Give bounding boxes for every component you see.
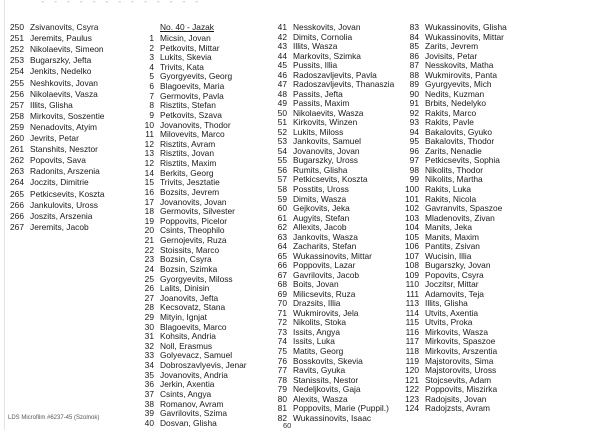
entry-number: 4 <box>149 61 154 72</box>
entry-name: Drazsits, Illia <box>293 298 341 309</box>
entry-number: 107 <box>405 250 419 261</box>
entry-name: Jerkin, Axentia <box>160 379 215 390</box>
entry-number: 9 <box>149 109 154 120</box>
entry-name: Jeremits, Paulus <box>30 33 92 44</box>
entry-name: Gyorgyevits, Miloss <box>160 273 233 284</box>
entry-number: 76 <box>277 355 287 366</box>
entry-name: Neshkovits, Jovan <box>30 77 98 88</box>
entry-name: Passits, Jefta <box>293 88 343 99</box>
entry-number: 66 <box>277 260 287 271</box>
entry-name: Radonits, Arszenia <box>30 166 100 177</box>
entry-name: Wukassinovits, Mittar <box>425 31 504 42</box>
entry-number: 31 <box>144 331 154 342</box>
entry-number: 43 <box>277 41 287 52</box>
entry-name: Alexits, Wasza <box>293 393 348 404</box>
entry-name: Majstorovits, Uross <box>425 365 497 376</box>
entry-number: 29 <box>144 311 154 322</box>
entry-number: 21 <box>144 235 154 246</box>
entry-name: Wukassinovits, Glisha <box>425 22 507 32</box>
entry-number: 74 <box>277 336 287 347</box>
entry-name: Nikolaevits, Vasza <box>30 88 98 99</box>
entry-number: 123 <box>405 393 419 404</box>
entry-name: Bakalovits, Gyuko <box>425 126 493 137</box>
entry-name: Blagoevits, Marco <box>160 321 227 332</box>
entry-number: 3 <box>149 52 154 63</box>
entry-number: 86 <box>409 50 419 61</box>
entry-number: 42 <box>277 31 287 42</box>
entry-number: 262 <box>10 155 24 166</box>
entry-number: 48 <box>277 88 287 99</box>
entry-number: 61 <box>277 212 287 223</box>
entry-name: Blagoevits, Maria <box>160 81 225 92</box>
entry-number: 96 <box>409 145 419 156</box>
entry-number: 11 <box>145 129 154 140</box>
entry-name: Joczitsr, Mittar <box>425 279 479 290</box>
entry-name: Markovits, Szimka <box>293 50 361 61</box>
entry-name: Poppovits, Marie (Puppil.) <box>293 403 389 414</box>
entry-name: Pussits, Illia <box>293 60 338 71</box>
entry-name: Manits, Jeka <box>425 222 473 233</box>
entry-name: Petkovits, Szava <box>160 109 222 120</box>
entry-number: 265 <box>10 188 24 199</box>
entry-name: Manits, Maxim <box>425 231 479 242</box>
entry-name: Wukassinovits, Isaac <box>293 412 372 423</box>
entry-number: 60 <box>277 203 287 214</box>
entry-name: Nikolits, Thodor <box>425 164 484 175</box>
entry-number: 82 <box>277 412 287 423</box>
entry-number: 63 <box>277 231 287 242</box>
entry-name: Germovits, Pavla <box>160 90 224 101</box>
entry-name: Jankovits, Samuel <box>293 136 361 147</box>
entry-number: 251 <box>10 33 24 44</box>
entry-name: Illits, Glisha <box>30 99 73 110</box>
entry-number: 95 <box>409 136 419 147</box>
entry-name: Majstorovits, Sima <box>425 355 494 366</box>
entry-name: Stojcsevits, Adam <box>425 374 492 385</box>
entry-name: Ravits, Gyuka <box>293 365 346 376</box>
entry-name: Petkovits, Mittar <box>160 42 220 53</box>
entry-number: 263 <box>10 166 24 177</box>
entry-name: Poppovits, Picelor <box>160 215 228 226</box>
entry-name: Allexits, Jacob <box>293 222 347 233</box>
entry-name: Nikolaevits, Simeon <box>30 44 104 55</box>
entry-number: 41 <box>277 22 287 32</box>
entry-name: Illits, Wasza <box>293 41 338 52</box>
entry-number: 47 <box>277 79 287 90</box>
entry-number: 79 <box>277 384 287 395</box>
entry-number: 18 <box>144 206 154 217</box>
entry-number: 101 <box>405 193 419 204</box>
entry-number: 84 <box>409 31 419 42</box>
entry-number: 6 <box>149 81 154 92</box>
entry-name: Rumits, Glisha <box>293 164 348 175</box>
entry-name: Pantits, Zsivan <box>425 241 480 252</box>
entry-number: 106 <box>405 241 419 252</box>
entry-number: 118 <box>405 346 419 357</box>
entry-name: Jankovits, Wasza <box>293 231 358 242</box>
entry-number: 46 <box>277 69 287 80</box>
entry-name: Petkicsevits, Koszta <box>293 174 368 185</box>
entry-name: Kirkovits, Winzen <box>293 117 358 128</box>
entry-number: 121 <box>405 374 419 385</box>
entry-name: Nedeljkovits, Gaja <box>293 384 361 395</box>
entry-name: Gyorgyevits, Georg <box>160 71 233 82</box>
entry-number: 26 <box>144 283 154 294</box>
entry-name: Bozsin, Csyra <box>160 254 212 265</box>
entry-number: 114 <box>405 307 419 318</box>
entry-number: 67 <box>277 269 287 280</box>
entry-name: Mirkovits, Arszentia <box>425 346 498 357</box>
entry-name: Csints, Theophilo <box>160 225 225 236</box>
entry-name: Mirkovits, Soszentie <box>30 110 105 121</box>
entry-number: 113 <box>405 298 419 309</box>
entry-name: Rakits, Luka <box>425 184 472 194</box>
entry-name: Radojzsts, Avram <box>425 403 491 414</box>
entry-number: 70 <box>277 298 287 309</box>
entry-name: Gavrilovits, Szima <box>160 408 228 419</box>
entry-name: Wukmirovits, Jela <box>293 307 359 318</box>
entry-name: Radoszavljevits, Thanaszia <box>293 79 395 90</box>
section-heading: No. 40 - Jazak <box>160 22 214 32</box>
entry-number: 103 <box>405 212 419 223</box>
entry-name: Mityin, Ignjat <box>160 311 208 322</box>
entry-number: 17 <box>144 196 154 207</box>
entry-number: 102 <box>405 203 419 214</box>
entry-number: 252 <box>10 44 24 55</box>
entry-name: Trivits, Kata <box>160 61 204 72</box>
entry-name: Radoszavljevits, Pavla <box>293 69 377 80</box>
entry-number: 80 <box>277 393 287 404</box>
entry-number: 32 <box>144 340 154 351</box>
entry-name: Nikolits, Stoka <box>293 317 347 328</box>
entry-number: 108 <box>405 260 419 271</box>
entry-number: 53 <box>277 136 287 147</box>
entry-number: 83 <box>409 22 419 32</box>
entry-number: 78 <box>277 374 287 385</box>
entry-name: Bozsits, Jevrem <box>160 186 220 197</box>
entry-name: Nedits, Kuzman <box>425 88 485 99</box>
entry-name: Popovits, Sava <box>30 155 86 166</box>
entry-number: 52 <box>277 126 287 137</box>
entry-name: Jevrits, Petar <box>30 133 79 143</box>
entry-number: 104 <box>405 222 419 233</box>
entry-name: Gyurgyevits, Mich <box>425 79 492 90</box>
entry-number: 33 <box>144 350 154 361</box>
entry-number: 105 <box>405 231 419 242</box>
entry-name: Issits, Angya <box>293 326 341 337</box>
entry-name: Gavrilovits, Jacob <box>293 269 360 280</box>
entry-number: 257 <box>10 99 24 110</box>
entry-number: 98 <box>409 164 419 175</box>
entry-name: Bugarszky, Uross <box>293 155 358 166</box>
entry-number: 44 <box>277 50 287 61</box>
entry-name: Rakits, Marco <box>425 107 477 118</box>
entry-number: 119 <box>405 355 419 366</box>
entry-number: 45 <box>277 60 287 71</box>
entry-name: Brbits, Nedelyko <box>425 98 486 109</box>
entry-number: 266 <box>10 199 24 210</box>
entry-number: 2 <box>149 42 154 53</box>
entry-number: 49 <box>277 98 287 109</box>
entry-number: 34 <box>144 360 154 371</box>
entry-name: Micsin, Jovan <box>160 33 211 43</box>
entry-name: Matits, Georg <box>293 346 344 357</box>
entry-number: 8 <box>149 100 154 111</box>
entry-number: 117 <box>405 336 419 347</box>
entry-name: Lukits, Miloss <box>293 126 344 137</box>
entry-name: Popovits, Csyra <box>425 269 484 280</box>
entry-name: Zarits, Nenadie <box>425 145 482 156</box>
entry-name: Rakits, Nicola <box>425 193 477 204</box>
entry-name: Gernojevits, Ruza <box>160 235 227 246</box>
entry-name: Joanovits, Jefta <box>160 292 219 303</box>
entry-number: 110 <box>405 279 419 290</box>
entry-number: 260 <box>10 133 24 143</box>
entry-name: Mirkovits, Wasza <box>425 326 488 337</box>
entry-name: Milicsevits, Ruza <box>293 288 356 299</box>
entry-name: Jovanovits, Thodor <box>160 119 231 130</box>
entry-name: Joszits, Arszenia <box>30 210 93 221</box>
entry-name: Boits, Jovan <box>293 279 339 290</box>
entry-name: Jovanovits, Andria <box>160 369 228 380</box>
entry-name: Petkicsevits, Sophia <box>425 155 500 166</box>
entry-number: 23 <box>144 254 154 265</box>
entry-number: 7 <box>149 90 154 101</box>
entry-name: Noll, Erasmus <box>160 340 213 351</box>
entry-number: 87 <box>409 60 419 71</box>
entry-number: 258 <box>10 110 24 121</box>
entry-name: Wukassinovits, Mittar <box>293 250 372 261</box>
entry-number: 69 <box>277 288 287 299</box>
entry-number: 91 <box>409 98 419 109</box>
entry-number: 10 <box>144 119 154 130</box>
entry-name: Utvits, Proka <box>425 317 473 328</box>
entry-number: 36 <box>144 379 154 390</box>
entry-name: Germovits, Silvester <box>160 206 235 217</box>
entry-number: 116 <box>405 326 419 337</box>
entry-name: Rakits, Pavle <box>425 117 474 128</box>
page-number: 60 <box>283 421 292 430</box>
entry-number: 99 <box>409 174 419 185</box>
entry-name: Jenkits, Nedelko <box>30 66 92 77</box>
entry-name: Jovisits, Petar <box>425 50 478 61</box>
entry-name: Poppovits, Miszirka <box>425 384 498 395</box>
entry-number: 30 <box>144 321 154 332</box>
entry-number: 259 <box>10 121 24 132</box>
entry-name: Utvits, Axentia <box>425 307 479 318</box>
entry-name: Stoissits, Marco <box>160 244 220 255</box>
entry-name: Radojsits, Jovan <box>425 393 487 404</box>
entry-number: 92 <box>409 107 419 118</box>
entry-number: 85 <box>409 41 419 52</box>
entry-number: 88 <box>409 69 419 80</box>
entry-number: 81 <box>277 403 287 414</box>
entry-name: Nikolaevits, Wasza <box>293 107 364 118</box>
entry-number: 1 <box>149 33 154 43</box>
entry-number: 267 <box>10 221 24 232</box>
entry-name: Gejkovits, Jeka <box>293 203 350 214</box>
entry-number: 13 <box>144 148 154 159</box>
entry-number: 5 <box>149 71 154 82</box>
entry-number: 94 <box>409 126 419 137</box>
entry-name: Nesskovits, Matha <box>425 60 494 71</box>
entry-name: Dobroszavlyevis, Jenar <box>160 360 247 371</box>
entry-name: Poppovits, Lazar <box>293 260 356 271</box>
entry-name: Berkits, Georg <box>160 167 214 178</box>
entry-number: 40 <box>144 417 154 428</box>
entry-number: 255 <box>10 77 24 88</box>
entry-number: 122 <box>405 384 419 395</box>
entry-number: 90 <box>409 88 419 99</box>
entry-name: Bosskovits, Skevia <box>293 355 363 366</box>
entry-name: Risztits, Maxim <box>160 158 217 169</box>
entry-number: 50 <box>277 107 287 118</box>
entry-number: 19 <box>144 215 154 226</box>
entry-number: 64 <box>277 241 287 252</box>
entry-number: 73 <box>277 326 287 337</box>
entry-number: 59 <box>277 193 287 204</box>
entry-name: Issits, Luka <box>293 336 335 347</box>
entry-name: Jeremits, Jacob <box>30 221 89 232</box>
entry-number: 56 <box>277 164 287 175</box>
entry-name: Milovevits, Marco <box>160 129 225 140</box>
entry-number: 58 <box>277 184 287 194</box>
entry-number: 27 <box>144 292 154 303</box>
entry-number: 253 <box>10 55 24 66</box>
entry-number: 71 <box>277 307 287 318</box>
entry-name: Petkicsevits, Koszta <box>30 188 105 199</box>
entry-name: Nesskovits, Jovan <box>293 22 361 32</box>
entry-name: Lukits, Skevia <box>160 52 212 63</box>
entry-number: 100 <box>405 184 419 194</box>
entry-name: Dosvan, Glisha <box>160 417 217 428</box>
entry-name: Dimits, Wasza <box>293 193 347 204</box>
entry-number: 16 <box>144 186 154 197</box>
entry-number: 15 <box>144 177 154 188</box>
entry-name: Bakalovits, Thodor <box>425 136 495 147</box>
entry-name: Dimits, Cornolia <box>293 31 353 42</box>
entry-number: 72 <box>277 317 287 328</box>
entry-number: 37 <box>144 388 154 399</box>
entry-name: Adamovits, Teja <box>425 288 484 299</box>
entry-number: 65 <box>277 250 287 261</box>
entry-name: Trivits, Jesztatie <box>160 177 220 188</box>
entry-number: 14 <box>144 167 154 178</box>
entry-name: Stanissits, Nestor <box>293 374 359 385</box>
entry-number: 111 <box>406 288 419 299</box>
entry-number: 93 <box>409 117 419 128</box>
entry-number: 254 <box>10 66 24 77</box>
entry-number: 124 <box>405 403 419 414</box>
entry-name: Jovanovits, Jovan <box>293 145 360 156</box>
entry-name: Passits, Maxim <box>293 98 350 109</box>
entry-number: 22 <box>144 244 154 255</box>
entry-name: Risztits, Stefan <box>160 100 216 111</box>
entry-name: Risztits, Avram <box>160 138 216 149</box>
entry-number: 57 <box>277 174 287 185</box>
entry-number: 89 <box>409 79 419 90</box>
entry-name: Joczits, Dimitrie <box>30 177 89 188</box>
entry-name: Posstits, Uross <box>293 184 349 194</box>
entry-name: Bugarszky, Jovan <box>425 260 491 271</box>
entry-number: 250 <box>10 22 24 32</box>
entry-number: 28 <box>144 302 154 313</box>
entry-name: Mladenovits, Zivan <box>425 212 495 223</box>
entry-name: Wukmirovits, Panta <box>425 69 497 80</box>
entry-name: Golyevacz, Samuel <box>160 350 233 361</box>
entry-number: 261 <box>10 144 24 155</box>
entry-number: 39 <box>144 408 154 419</box>
entry-number: 12 <box>144 138 154 149</box>
entry-number: 68 <box>277 279 287 290</box>
entry-name: Augyits, Stefan <box>293 212 350 223</box>
entry-name: Nikolits, Martha <box>425 174 483 185</box>
entry-number: 75 <box>277 346 287 357</box>
entry-number: 51 <box>277 117 287 128</box>
entry-name: Nenadovits, Atyim <box>30 121 98 132</box>
entry-name: Zsivanovits, Csyra <box>30 22 99 32</box>
entry-name: Jankulovits, Uross <box>30 199 98 210</box>
entry-number: 38 <box>144 398 154 409</box>
entry-name: Wucisin, Illia <box>425 250 472 261</box>
entry-number: 20 <box>144 225 154 236</box>
entry-number: 115 <box>405 317 419 328</box>
microfilm-footer: LDS Microfilm #6237-45 (Szolnok) <box>8 415 100 421</box>
entry-name: Romanov, Avram <box>160 398 224 409</box>
entry-number: 77 <box>277 365 287 376</box>
entry-number: 264 <box>10 177 24 188</box>
entry-number: 35 <box>144 369 154 380</box>
entry-name: Zarits, Jevrem <box>425 41 479 52</box>
entry-name: Jovanovits, Jovan <box>160 196 227 207</box>
entry-name: Zacharits, Stefan <box>293 241 357 252</box>
entry-name: Stanshits, Nesztor <box>30 144 98 155</box>
entry-name: Csints, Angya <box>160 388 212 399</box>
entry-number: 109 <box>405 269 419 280</box>
entry-name: Bozsin, Szimka <box>160 263 218 274</box>
entry-number: 12 <box>144 158 154 169</box>
entry-number: 120 <box>405 365 419 376</box>
entry-name: Mirkovits, Spaszoe <box>425 336 496 347</box>
entry-number: 256 <box>10 88 24 99</box>
entry-number: 62 <box>277 222 287 233</box>
entry-name: Lalits, Dinisin <box>160 283 210 294</box>
entry-name: Kohsits, Andria <box>160 331 216 342</box>
entry-name: Kecsovatz, Stana <box>160 302 226 313</box>
entry-number: 97 <box>409 155 419 166</box>
entry-number: 55 <box>277 155 287 166</box>
entry-number: 24 <box>144 263 154 274</box>
entry-name: Bugarszky, Jefta <box>30 55 92 66</box>
entry-number: 54 <box>277 145 287 156</box>
entry-name: Risztits, Jovan <box>160 148 214 159</box>
entry-name: Illits, Glisha <box>425 298 468 309</box>
entry-number: 266 <box>10 210 24 221</box>
entry-name: Gavranvits, Spaszoe <box>425 203 503 214</box>
faint-header-residue: - - - - - - - - - - - - - <box>40 0 201 7</box>
entry-number: 25 <box>144 273 154 284</box>
